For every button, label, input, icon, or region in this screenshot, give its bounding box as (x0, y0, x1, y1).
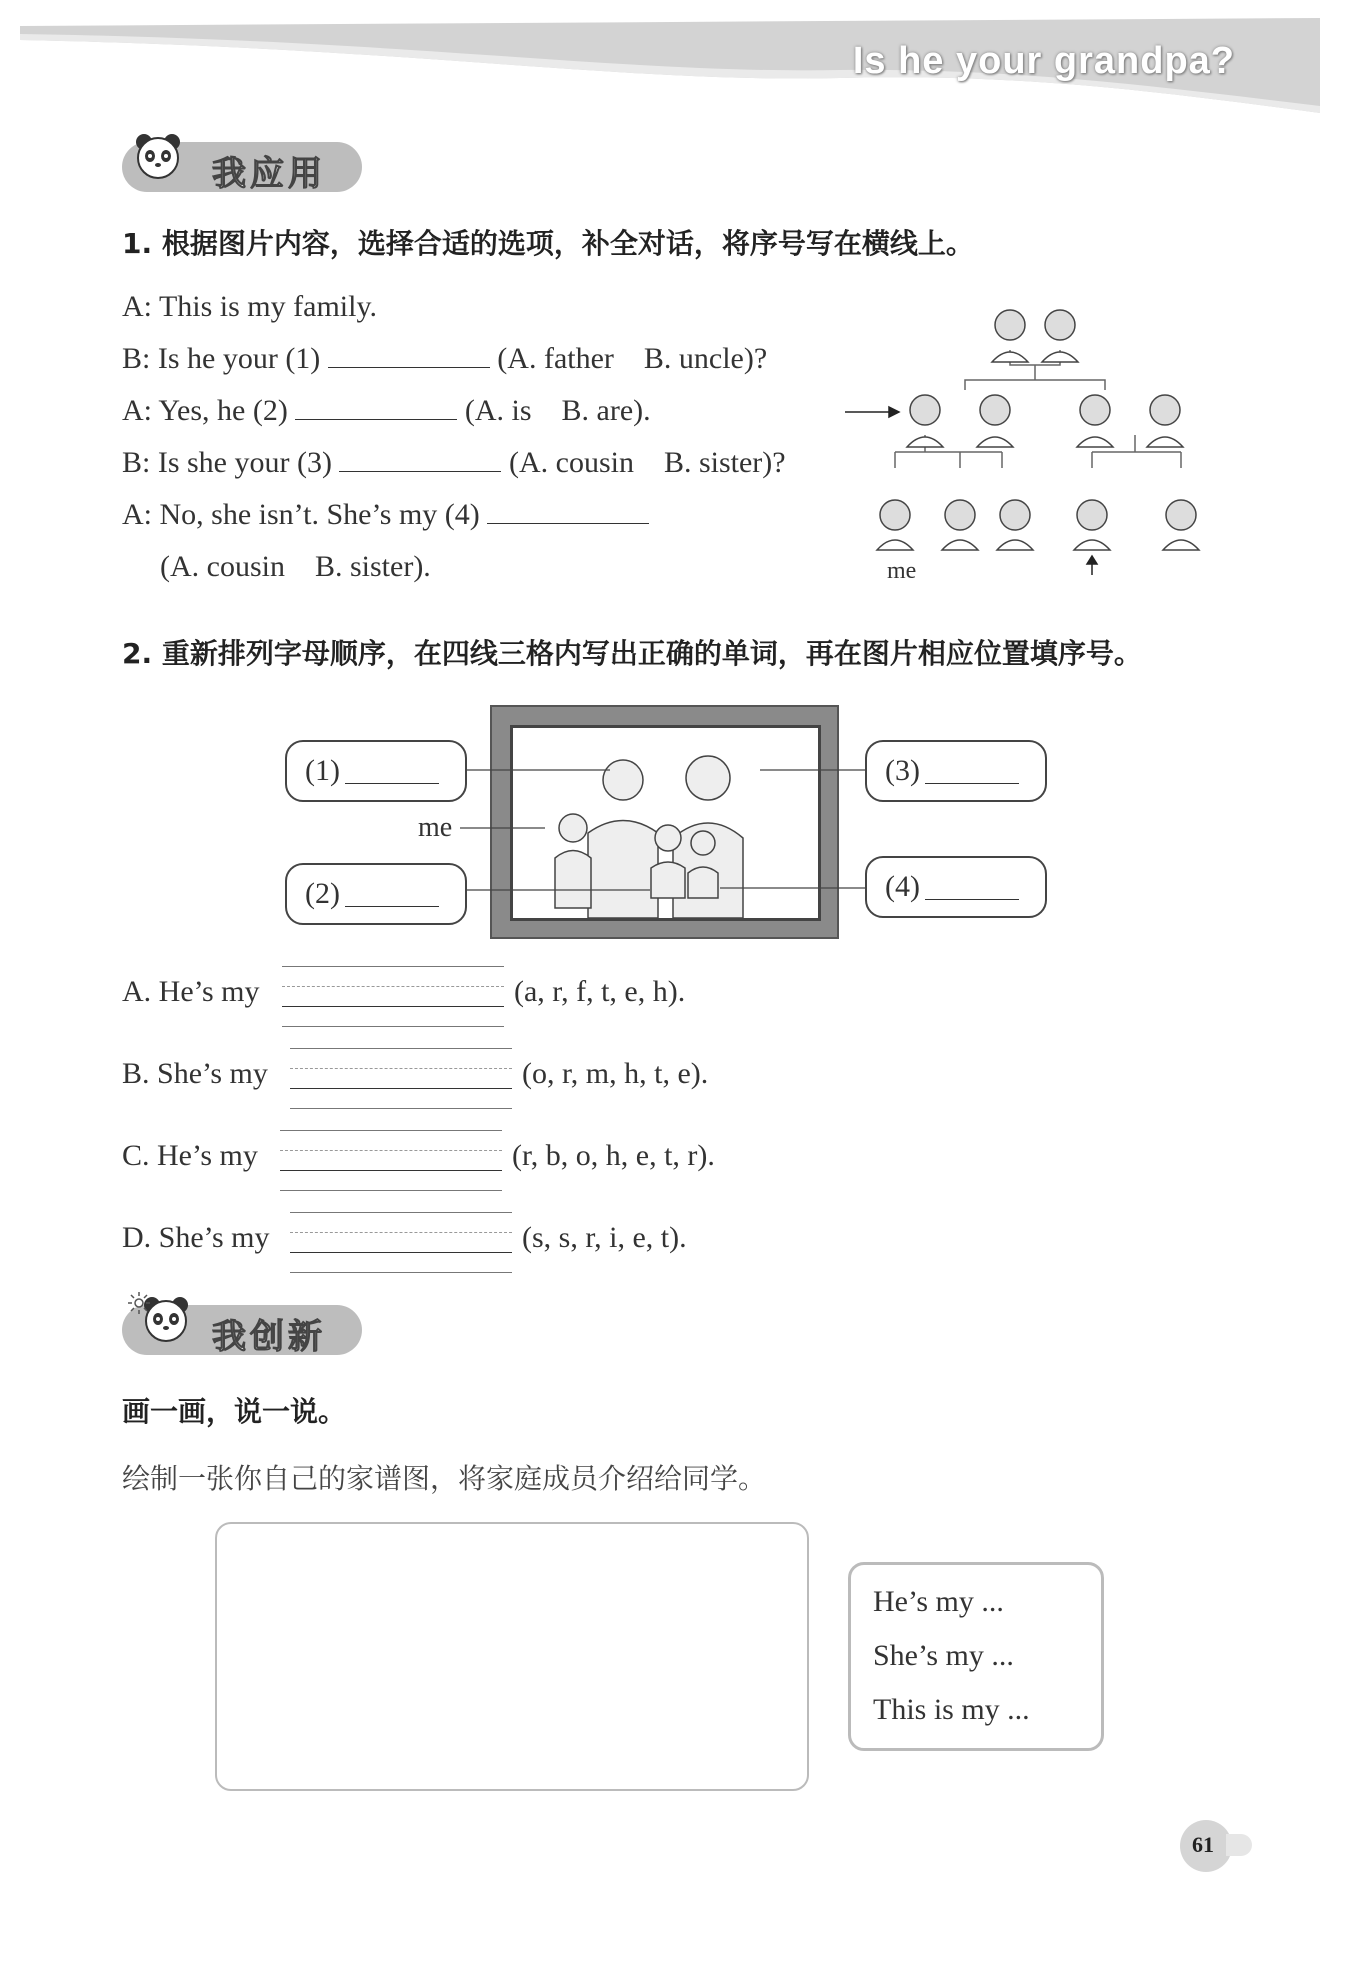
dialogue-line: A: This is my family. (122, 290, 377, 323)
four-line-grid-a[interactable] (282, 966, 504, 1026)
family-tree-illustration (845, 300, 1215, 590)
unit-title: Is he your grandpa? (852, 40, 1235, 82)
label-box-1[interactable]: (1) (285, 740, 467, 802)
tree-me-label: me (887, 558, 917, 584)
four-line-grid-b[interactable] (290, 1048, 512, 1108)
four-line-grid-d[interactable] (290, 1212, 512, 1272)
section-tag-label: 我应用 (212, 154, 326, 194)
label-box-4[interactable]: (4) (865, 856, 1047, 918)
photo-me-label: me (418, 812, 453, 843)
answer-blank-4[interactable] (487, 501, 649, 524)
pointer-lines (460, 760, 880, 900)
dialogue-line: (A. cousin B. sister). (160, 550, 431, 583)
sun-icon (128, 1292, 150, 1314)
dialogue-line: A: No, she isn’t. She’s my (4) (122, 498, 649, 532)
phrase-item: He’s my ... (873, 1585, 1004, 1618)
dialogue-line: A: Yes, he (2) (A. is B. are). (122, 394, 651, 427)
exercise-a-stem: A. He’s my (122, 975, 260, 1008)
exercise-d-stem: D. She’s my (122, 1221, 270, 1254)
answer-blank-3[interactable] (339, 449, 501, 472)
label-box-3[interactable]: (3) (865, 740, 1047, 802)
answer-blank-2[interactable] (295, 397, 457, 420)
exercise-b-stem: B. She’s my (122, 1057, 268, 1090)
four-line-grid-c[interactable] (280, 1130, 502, 1190)
exercise-c-stem: C. He’s my (122, 1139, 258, 1172)
exercise-a-letters: (a, r, f, t, e, h). (514, 975, 686, 1008)
q1-instruction: 1. 根据图片内容，选择合适的选项，补全对话，将序号写在横线上。 (122, 227, 974, 260)
phrase-box (848, 1562, 1104, 1751)
q3-instruction: 绘制一张你自己的家谱图，将家庭成员介绍给同学。 (122, 1462, 767, 1495)
page-number-tab (1226, 1834, 1252, 1856)
exercise-b-letters: (o, r, m, h, t, e). (522, 1057, 709, 1090)
phrase-item: She’s my ... (873, 1639, 1014, 1672)
dialogue-line: B: Is he your (1) (A. father B. uncle)? (122, 342, 768, 375)
page-number: 61 (1192, 1832, 1214, 1857)
section-tag-label: 我创新 (212, 1317, 326, 1357)
dialogue-line: B: Is she your (3) (A. cousin B. sister)? (122, 446, 786, 479)
panda-icon (132, 132, 184, 184)
q3-heading: 画一画，说一说。 (122, 1395, 347, 1428)
exercise-c-letters: (r, b, o, h, e, t, r). (512, 1139, 715, 1172)
answer-blank-1[interactable] (328, 345, 490, 368)
phrase-item: This is my ... (873, 1693, 1030, 1726)
label-box-2[interactable]: (2) (285, 863, 467, 925)
q2-instruction: 2. 重新排列字母顺序，在四线三格内写出正确的单词，再在图片相应位置填序号。 (122, 637, 1142, 670)
drawing-area[interactable] (215, 1522, 809, 1791)
exercise-d-letters: (s, s, r, i, e, t). (522, 1221, 687, 1254)
